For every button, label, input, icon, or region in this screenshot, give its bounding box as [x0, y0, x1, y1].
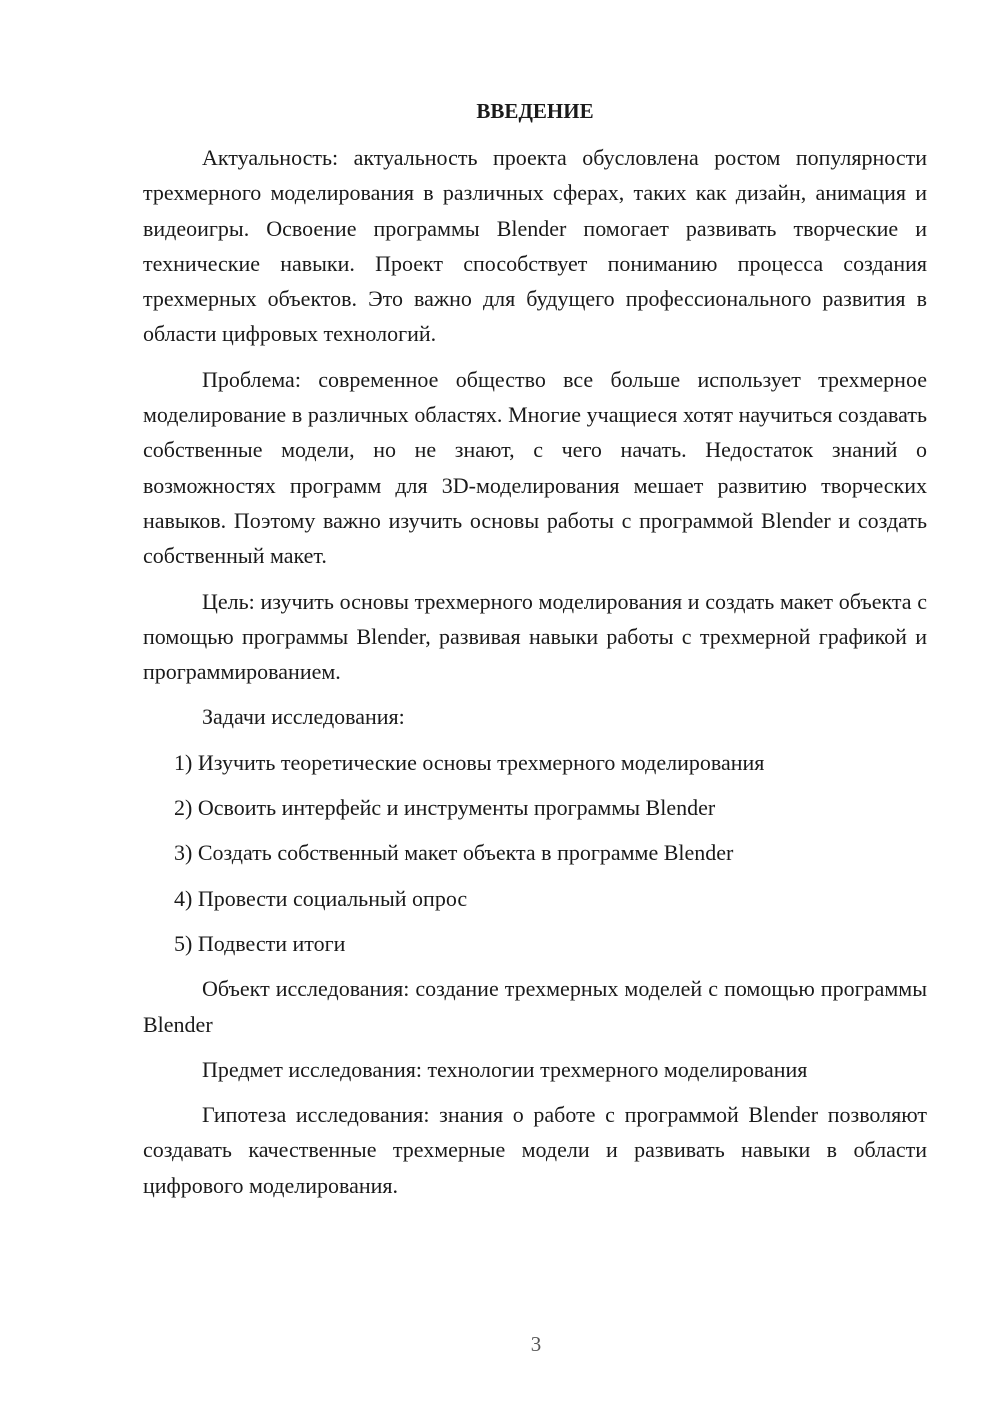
- task-item: 4) Провести социальный опрос: [174, 885, 468, 911]
- tasks-heading: Задачи исследования:: [202, 704, 405, 730]
- hypothesis-paragraph: Гипотеза исследования: знания о работе с программой Blender позволяют создавать качественные трехмерные модели и развивать навыки в области цифрового моделирования.: [143, 1102, 927, 1198]
- task-item: 1) Изучить теоретические основы трехмерного моделирования: [174, 749, 765, 775]
- research-object-paragraph: Объект исследования: создание трехмерных моделей с помощью программы Blender: [143, 976, 927, 1037]
- document-page: [143, 92, 927, 1213]
- task-item: 5) Подвести итоги: [174, 930, 346, 956]
- relevance-paragraph: Актуальность: актуальность проекта обусловлена ростом популярности трехмерного моделирования в различных сферах, таких как дизайн, анимация и видеоигры. Освоение программы Blender помогает развивать творческие и технические навыки. Проект способствует пониманию процесса создания трехмерных объектов. Это важно для будущего профессионального развития в области цифровых технологий.: [143, 145, 927, 347]
- research-subject-paragraph: Предмет исследования: технологии трехмерного моделирования: [202, 1056, 808, 1082]
- problem-paragraph: Проблема: современное общество все больше использует трехмерное моделирование в различных областях. Многие учащиеся хотят научиться создавать собственные модели, но не знают, с чего начать. Недостаток знаний о возможностях программ для 3D-моделирования мешает развитию творческих навыков. Поэтому важно изучить основы работы с программой Blender и создать собственный макет.: [143, 366, 927, 569]
- section-title: ВВЕДЕНИЕ: [476, 99, 594, 123]
- task-list: [143, 745, 927, 961]
- goal-paragraph: Цель: изучить основы трехмерного моделирования и создать макет объекта с помощью программы Blender, развивая навыки работы с трехмерной графикой и программированием.: [143, 588, 927, 685]
- task-item: 3) Создать собственный макет объекта в программе Blender: [174, 840, 734, 866]
- task-item: 2) Освоить интерфейс и инструменты программы Blender: [174, 795, 716, 821]
- page-number: 3: [530, 1332, 542, 1356]
